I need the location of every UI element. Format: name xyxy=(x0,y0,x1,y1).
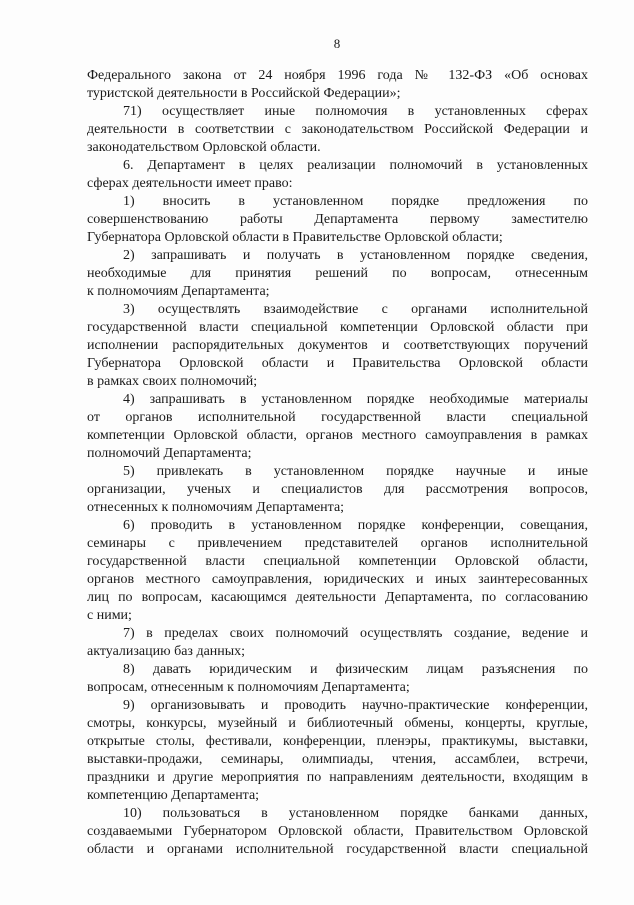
text-line: сферах деятельности имеет право: xyxy=(87,176,293,191)
text-line: лиц по вопросам, касающимся деятельности Департамента, по согласованию xyxy=(87,590,588,605)
text-line: 8) давать юридическим и физическим лицам разъяснения по xyxy=(123,662,588,677)
text-line: 4) запрашивать в установленном порядке необходимые материалы xyxy=(123,392,588,407)
text-line: с ними; xyxy=(87,608,132,623)
text-line: области и органами исполнительной государственной власти специальной xyxy=(87,842,588,857)
text-line: актуализацию баз данных; xyxy=(87,644,246,659)
text-line: организации, ученых и специалистов для рассмотрения вопросов, xyxy=(87,482,588,497)
text-line: 2) запрашивать и получать в установленном порядке сведения, xyxy=(123,248,588,263)
page-number: 8 xyxy=(333,36,341,51)
text-line: исполнении распорядительных документов и соответствующих поручений xyxy=(87,338,588,353)
text-line: государственной власти специальной компетенции Орловской области при xyxy=(87,320,588,335)
text-line: Губернатора Орловской области и Правительства Орловской области xyxy=(87,356,588,371)
text-line: необходимые для принятия решений по вопросам, отнесенным xyxy=(87,266,588,281)
text-line: 7) в пределах своих полномочий осуществлять создание, ведение и xyxy=(123,626,588,641)
text-line: смотры, конкурсы, музейный и библиотечный обмены, концерты, круглые, xyxy=(87,716,588,731)
text-line: туристской деятельности в Российской Федерации»; xyxy=(87,86,401,101)
text-line: выставки-продажи, семинары, олимпиады, чтения, ассамблеи, встречи, xyxy=(87,752,588,767)
text-line: Федерального закона от 24 ноября 1996 года № 132-ФЗ «Об основах xyxy=(87,68,588,83)
text-line: законодательством Орловской области. xyxy=(87,140,321,155)
text-line: совершенствованию работы Департамента первому заместителю xyxy=(87,212,588,227)
text-line: к полномочиям Департамента; xyxy=(87,284,270,299)
text-line: 3) осуществлять взаимодействие с органами исполнительной xyxy=(123,302,588,317)
text-line: компетенции Орловской области, органов местного самоуправления в рамках xyxy=(87,428,588,443)
text-line: вопросам, отнесенным к полномочиям Департамента; xyxy=(87,680,410,695)
text-line: от органов исполнительной государственной власти специальной xyxy=(87,410,588,425)
text-line: государственной власти специальной компетенции Орловской области, xyxy=(87,554,588,569)
text-line: открытые столы, фестивали, конференции, пленэры, практикумы, выставки, xyxy=(87,734,588,749)
text-line: 10) пользоваться в установленном порядке банками данных, xyxy=(123,806,588,821)
text-line: органов местного самоуправления, юридических и иных заинтересованных xyxy=(87,572,588,587)
text-line: 71) осуществляет иные полномочия в установленных сферах xyxy=(123,104,588,119)
text-line: полномочий Департамента; xyxy=(87,446,252,461)
text-line: деятельности в соответствии с законодательством Российской Федерации и xyxy=(87,122,588,137)
text-line: отнесенных к полномочиям Департамента; xyxy=(87,500,345,515)
text-line: 6) проводить в установленном порядке конференции, совещания, xyxy=(123,518,588,533)
text-line: 5) привлекать в установленном порядке научные и иные xyxy=(123,464,588,479)
text-line: компетенцию Департамента; xyxy=(87,788,260,803)
text-line: 6. Департамент в целях реализации полномочий в установленных xyxy=(123,158,588,173)
text-line: семинары с привлечением представителей органов исполнительной xyxy=(87,536,588,551)
text-line: 1) вносить в установленном порядке предложения по xyxy=(123,194,588,209)
text-line: создаваемыми Губернатором Орловской области, Правительством Орловской xyxy=(87,824,588,839)
text-line: в рамках своих полномочий; xyxy=(87,374,258,389)
text-line: Губернатора Орловской области в Правительстве Орловской области; xyxy=(87,230,503,245)
text-line: 9) организовывать и проводить научно-практические конференции, xyxy=(123,698,588,713)
text-line: праздники и другие мероприятия по направлениям деятельности, входящим в xyxy=(87,770,588,785)
